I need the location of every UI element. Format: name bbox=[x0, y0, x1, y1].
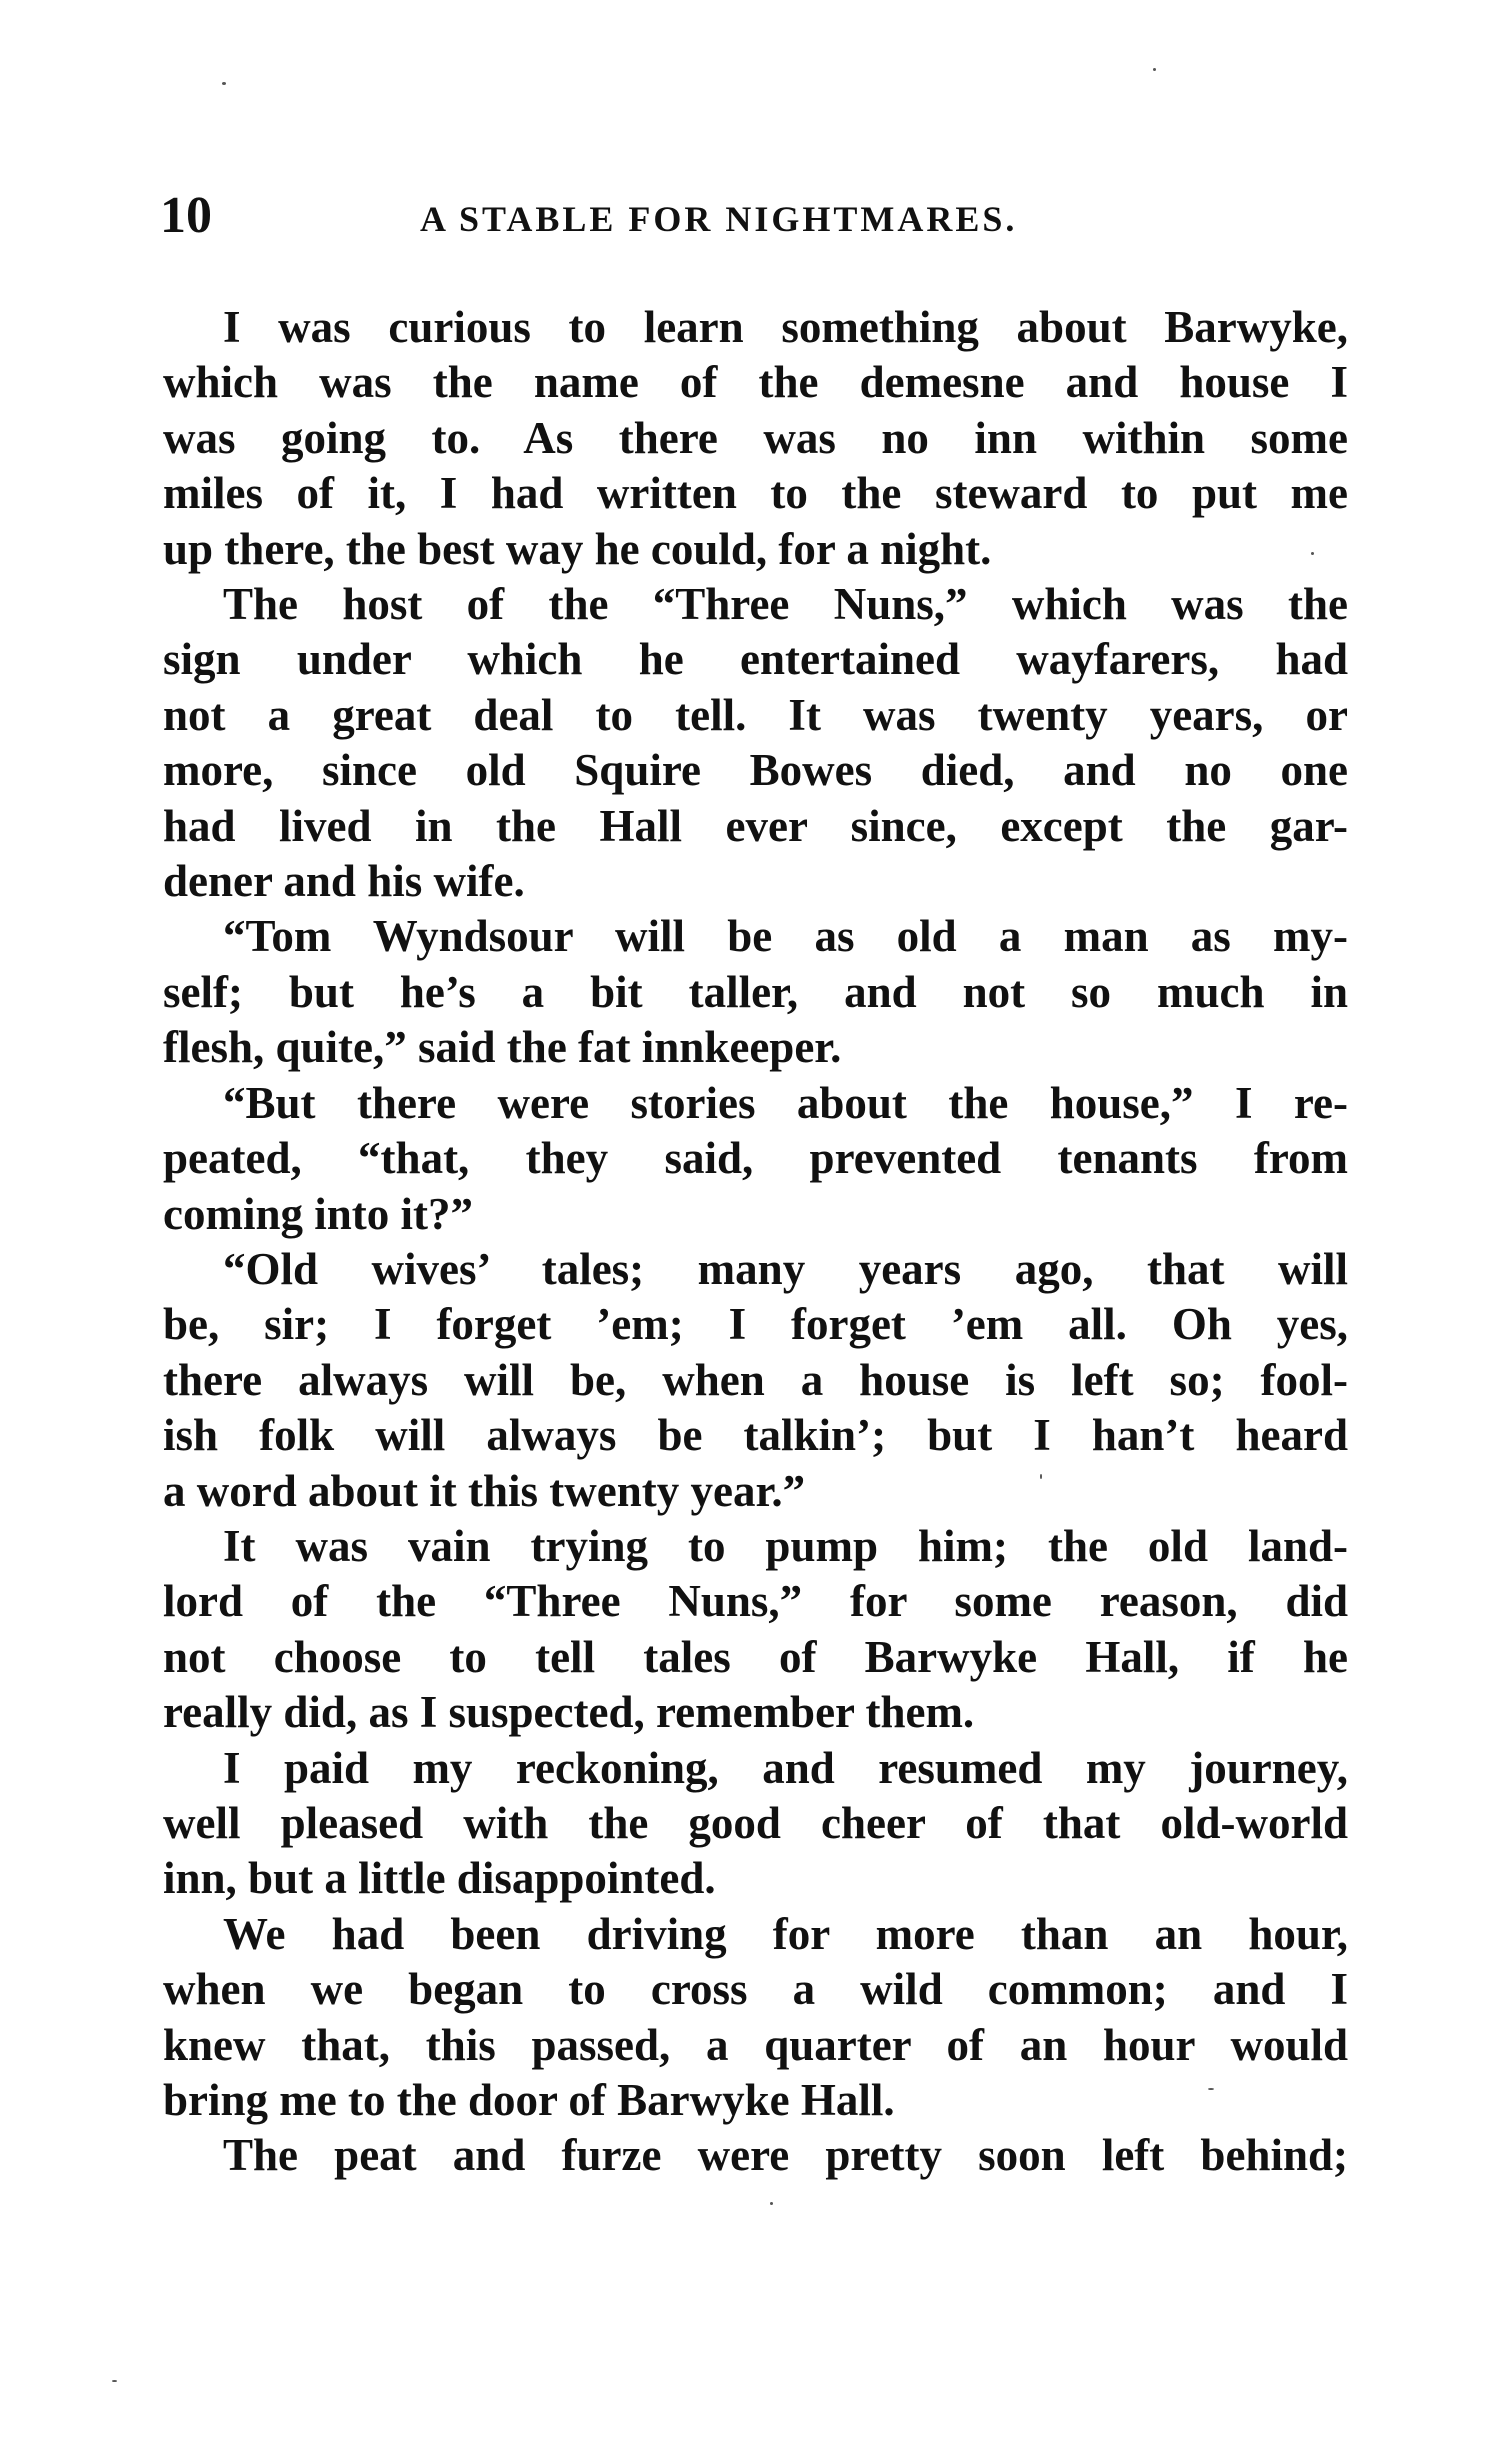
text-line: peated, “that, they said, prevented tenants from bbox=[163, 1133, 1348, 1184]
text-line: which was the name of the demesne and house I bbox=[163, 357, 1348, 408]
text-line: “Tom Wyndsour will be as old a man as my- bbox=[223, 911, 1348, 962]
paragraph bbox=[163, 1907, 1348, 2129]
text-line: knew that, this passed, a quarter of an hour would bbox=[163, 2019, 1348, 2070]
text-line: bring me to the door of Barwyke Hall. bbox=[163, 2075, 895, 2125]
text-line: We had been driving for more than an hour, bbox=[223, 1908, 1348, 1959]
text-line: really did, as I suspected, remember them. bbox=[163, 1687, 975, 1738]
text-line: inn, but a little disappointed. bbox=[163, 1853, 716, 1904]
text-line: not a great deal to tell. It was twenty years, or bbox=[163, 689, 1348, 740]
text-line: flesh, quite,” said the fat innkeeper. bbox=[163, 1022, 842, 1073]
page-number: 10 bbox=[160, 187, 212, 244]
text-line: a word about it this twenty year.” bbox=[163, 1465, 806, 1516]
paragraph bbox=[163, 1076, 1348, 1242]
text-line: The host of the “Three Nuns,” which was the bbox=[223, 579, 1348, 630]
scan-speck bbox=[770, 2202, 773, 2205]
paragraph bbox=[163, 577, 1348, 909]
text-line: when we began to cross a wild common; and I bbox=[163, 1964, 1348, 2015]
text-line: coming into it?” bbox=[163, 1188, 473, 1239]
text-line: miles of it, I had written to the steward to put me bbox=[163, 468, 1348, 519]
scan-speck bbox=[112, 2380, 117, 2382]
text-line: not choose to tell tales of Barwyke Hall, if he bbox=[163, 1631, 1348, 1682]
text-line: I paid my reckoning, and resumed my journey, bbox=[223, 1742, 1348, 1793]
text-line: I was curious to learn something about Barwyke, bbox=[223, 302, 1348, 352]
text-line: had lived in the Hall ever since, except the gar- bbox=[163, 800, 1348, 851]
scan-speck bbox=[1040, 1474, 1042, 1479]
scan-speck bbox=[1311, 552, 1314, 555]
text-line: “Old wives’ tales; many years ago, that will bbox=[223, 1243, 1348, 1294]
text-line: up there, the best way he could, for a night. bbox=[163, 523, 992, 574]
text-line: was going to. As there was no inn within some bbox=[163, 412, 1348, 463]
text-line: more, since old Squire Bowes died, and no one bbox=[163, 745, 1348, 796]
text-line: lord of the “Three Nuns,” for some reason, did bbox=[163, 1576, 1348, 1627]
text-line: ish folk will always be talkin’; but I han’t heard bbox=[163, 1410, 1348, 1461]
paragraph bbox=[163, 909, 1348, 1075]
running-title: A STABLE FOR NIGHTMARES. bbox=[420, 199, 1018, 239]
paragraph bbox=[163, 1242, 1348, 1519]
paragraph bbox=[163, 1519, 1348, 1741]
text-line: “But there were stories about the house,” I re- bbox=[223, 1077, 1348, 1128]
scan-speck bbox=[1153, 68, 1156, 71]
body-text bbox=[163, 300, 1348, 2184]
text-line: there always will be, when a house is left so; fool- bbox=[163, 1354, 1348, 1405]
text-line: self; but he’s a bit taller, and not so much in bbox=[163, 966, 1348, 1017]
scan-speck bbox=[222, 82, 226, 85]
paragraph bbox=[163, 300, 1348, 577]
paragraph bbox=[163, 1741, 1348, 1907]
scan-speck bbox=[1208, 2088, 1214, 2090]
text-line: It was vain trying to pump him; the old land- bbox=[223, 1520, 1348, 1571]
text-line: sign under which he entertained wayfarers, had bbox=[163, 634, 1348, 685]
paragraph bbox=[163, 2128, 1348, 2183]
page-header bbox=[160, 186, 1360, 246]
text-line: well pleased with the good cheer of that old-world bbox=[163, 1797, 1348, 1848]
text-line: The peat and furze were pretty soon left behind; bbox=[223, 2130, 1348, 2181]
text-line: be, sir; I forget ’em; I forget ’em all. Oh yes, bbox=[163, 1299, 1348, 1350]
text-line: dener and his wife. bbox=[163, 856, 525, 907]
